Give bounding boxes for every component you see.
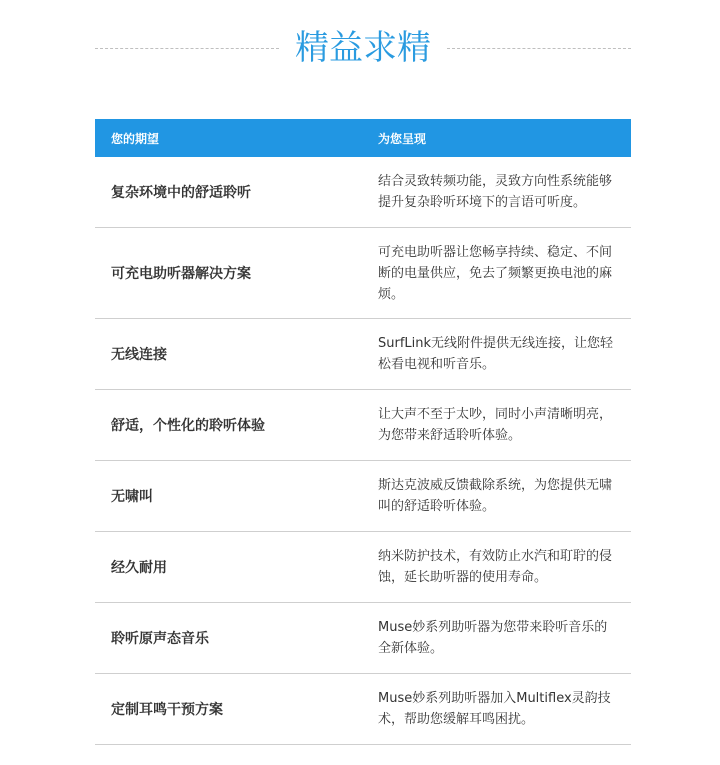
table-row [95,390,631,461]
row-solution: SurfLink无线附件提供无线连接，让您轻松看电视和听音乐。 [378,336,614,372]
row-expectation: 聆听原声态音乐 [111,631,209,647]
row-expectation: 无线连接 [111,347,167,363]
table-row [95,461,631,532]
table-row [95,228,631,319]
row-expectation: 定制耳鸣干预方案 [111,702,223,718]
row-solution: 可充电助听器让您畅享持续、稳定、不间断的电量供应，免去了频繁更换电池的麻烦。 [378,244,613,302]
row-expectation: 无啸叫 [111,489,153,505]
row-solution: 结合灵致转频功能，灵致方向性系统能够提升复杂聆听环境下的言语可听度。 [378,174,613,210]
row-solution: 让大声不至于太吵，同时小声清晰明亮，为您带来舒适聆听体验。 [378,407,613,443]
header-solution: 为您呈现 [378,131,427,146]
row-solution: 纳米防护技术，有效防止水汽和耵聍的侵蚀，延长助听器的使用寿命。 [378,549,613,585]
table-row [95,603,631,674]
table-row [95,319,631,390]
row-expectation: 经久耐用 [111,560,167,576]
header-expectation: 您的期望 [111,131,160,146]
title-divider-left [95,48,279,49]
row-expectation: 舒适，个性化的聆听体验 [111,418,265,434]
table-row [95,157,631,228]
table-row [95,674,631,745]
table-header [95,119,631,157]
title-row [95,22,631,74]
table-row [95,532,631,603]
page-title: 精益求精 [295,28,431,68]
row-expectation: 可充电助听器解决方案 [111,266,251,282]
title-divider-right [447,48,631,49]
row-solution: 斯达克波威反馈截除系统，为您提供无啸叫的舒适聆听体验。 [378,478,613,514]
row-solution: Muse妙系列助听器为您带来聆听音乐的全新体验。 [378,620,608,656]
row-expectation: 复杂环境中的舒适聆听 [111,185,251,201]
row-solution: Muse妙系列助听器加入Multiflex灵韵技术，帮助您缓解耳鸣困扰。 [378,691,611,727]
comparison-table [95,119,631,745]
